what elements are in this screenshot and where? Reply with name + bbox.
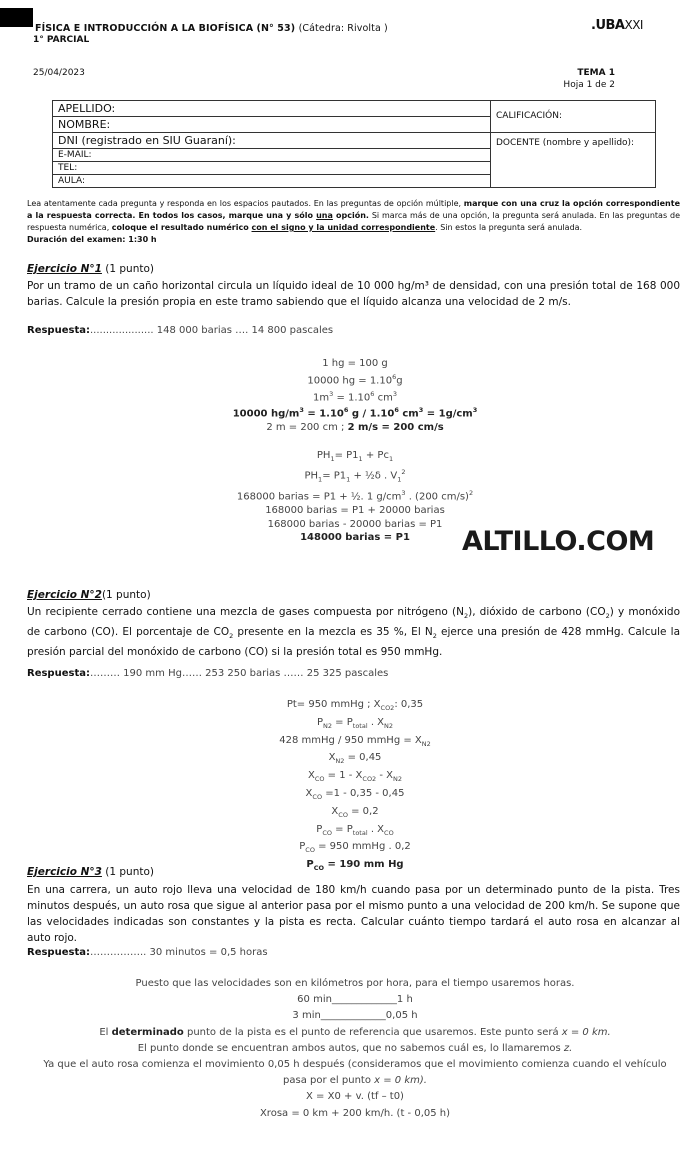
header-black-bar (0, 8, 33, 27)
course-title: FÍSICA E INTRODUCCIÓN A LA BIOFÍSICA (N° 53) (Cátedra: Rivolta ) (35, 23, 388, 34)
apellido-field[interactable]: APELLIDO: (53, 101, 491, 117)
instructions: Lea atentamente cada pregunta y responda en los espacios pautados. En las preguntas de opción múltiple, marque con una cruz la opción correspondiente a la respuesta correcta. En todos los casos, marque una y sólo una opción. Si marca más de una opción, la pregunta será anulada. En las preguntas de respuesta numérica, coloque el resultado numérico con el signo y la unidad correspondiente. Sin estos la pregunta será anulada. Duración del examen: 1:30 h (27, 199, 680, 244)
docente-field[interactable]: DOCENTE (nombre y apellido): (491, 133, 656, 188)
tel-field[interactable]: TEL: (53, 162, 491, 175)
page-counter: Hoja 1 de 2 (563, 80, 615, 90)
nombre-field[interactable]: NOMBRE: (53, 117, 491, 133)
student-info-form (52, 100, 656, 188)
ej1-statement: Por un tramo de un caño horizontal circula un líquido ideal de 10 000 hg/m³ de densidad, con una presión total de 168 000 barias. Calcule la presión propia en este tramo sabiendo que el líquido alcanza una velocidad de 2 m/s. (27, 280, 680, 308)
ej3-solution: Puesto que las velocidades son en kilómetros por hora, para el tiempo usaremos horas. 60 min_____________1 h 3 min_____________0,05 h El determinado punto de la pista es el punto de referencia que usaremos. Este punto será x = 0 km. El punto donde se encuentran ambos autos, que no sabemos cuál es, lo llamaremos z. Ya que el auto rosa comienza el movimiento 0,05 h después (consideramos que el movimiento comienza cuando el vehículo pasa por el punto x = 0 km). X = X0 + v. (tf – t0) Xrosa = 0 km + 200 km/h. (t - 0,05 h) (43, 978, 667, 1119)
tema-label: TEMA 1 (577, 68, 615, 78)
ej3-title: Ejercicio N°3 (1 punto) (27, 866, 155, 878)
exam-date: 25/04/2023 (33, 68, 85, 78)
ej3-statement: En una carrera, un auto rojo lleva una velocidad de 180 km/h cuando pasa por un determinado punto de la pista. Tres minutos después, un auto rosa que sigue al anterior pasa por el mismo punto a una velocidad de 200 km/h. Se supone que las velocidades indicadas son constantes y la pista es recta. Calcular cuánto tiempo tardará el auto rosa en alcanzar al auto rojo. (27, 884, 680, 944)
ej1-title: Ejercicio N°1 (1 punto) (27, 263, 155, 275)
ej2-solution: Pt= 950 mmHg ; $X_{CO2}$: 0,35 $P_{N2} = P_{total}$ . $X_{N2}$ 428 mmHg / 950 mmHg = $X_{N2}$ $X_{N2} = 0,45$ $X_{CO} = 1 - X_{CO2} - X_{N2}$ $X_{CO} =1 - 0,35 - 0,45$ $X_{CO} = 0,2$ $P_{CO} = P_{total}$ . $X_{CO}$ $P_{CO} = 950$ mmHg . 0,2 $P_{CO} = 190$ mm Hg (279, 699, 431, 873)
calificacion-field[interactable]: CALIFICACIÓN: (491, 101, 656, 133)
dni-field[interactable]: DNI (registrado en SIU Guaraní): (53, 133, 491, 149)
uba-logo: .UBAXXI (591, 18, 643, 33)
ej3-answer: Respuesta:…………….. 30 minutos = 0,5 horas (27, 947, 268, 958)
aula-field[interactable]: AULA: (53, 175, 491, 188)
ej2-title: Ejercicio N°2(1 punto) (27, 589, 151, 601)
parcial-label: 1° PARCIAL (33, 35, 90, 45)
ej1-solution: 1 hg = 100 g 10000 hg = $1.10^6g$ $1m^3 = 1.10^6$ $cm^3$ 10000 $hg/m^3 = 1.10^6$ g / 1.10$^6$ $cm^3 = 1g/cm^3$ 2 m = 200 cm ; 2 m/s = 200 cm/s $PH_1= P1_1 + Pc_1$ $PH_1= P1_1$ + ½δ . $V_1^2$ 168000 barias = P1 + ½. 1 $g/cm^3$ . (200 cm/s)$^2$ 168000 barias = P1 + 20000 barias 168000 barias - 20000 barias = P1 148000 barias = P1 (232, 358, 478, 544)
ej1-answer: Respuesta:.................... 148 000 barias …. 14 800 pascales (27, 325, 334, 336)
exam-duration: Duración del examen: 1:30 h (27, 235, 157, 244)
altillo-watermark: ALTILLO.COM (462, 526, 655, 557)
ej2-answer: Respuesta:……… 190 mm Hg…… 253 250 barias …… 25 325 pascales (27, 668, 389, 679)
ej2-statement: Un recipiente cerrado contiene una mezcla de gases compuesta por nitrógeno $(N_2)$, dióxido de carbono $(CO_2)$ y monóxido de carbono (CO). El porcentaje de $CO_2$ presente en la mezcla es 35 %, El $N_2$ ejerce una presión de 428 mmHg. Calcule la presión parcial del monóxido de carbono (CO) si la presión total es 950 mmHg. (27, 606, 681, 659)
email-field[interactable]: E-MAIL: (53, 149, 491, 162)
